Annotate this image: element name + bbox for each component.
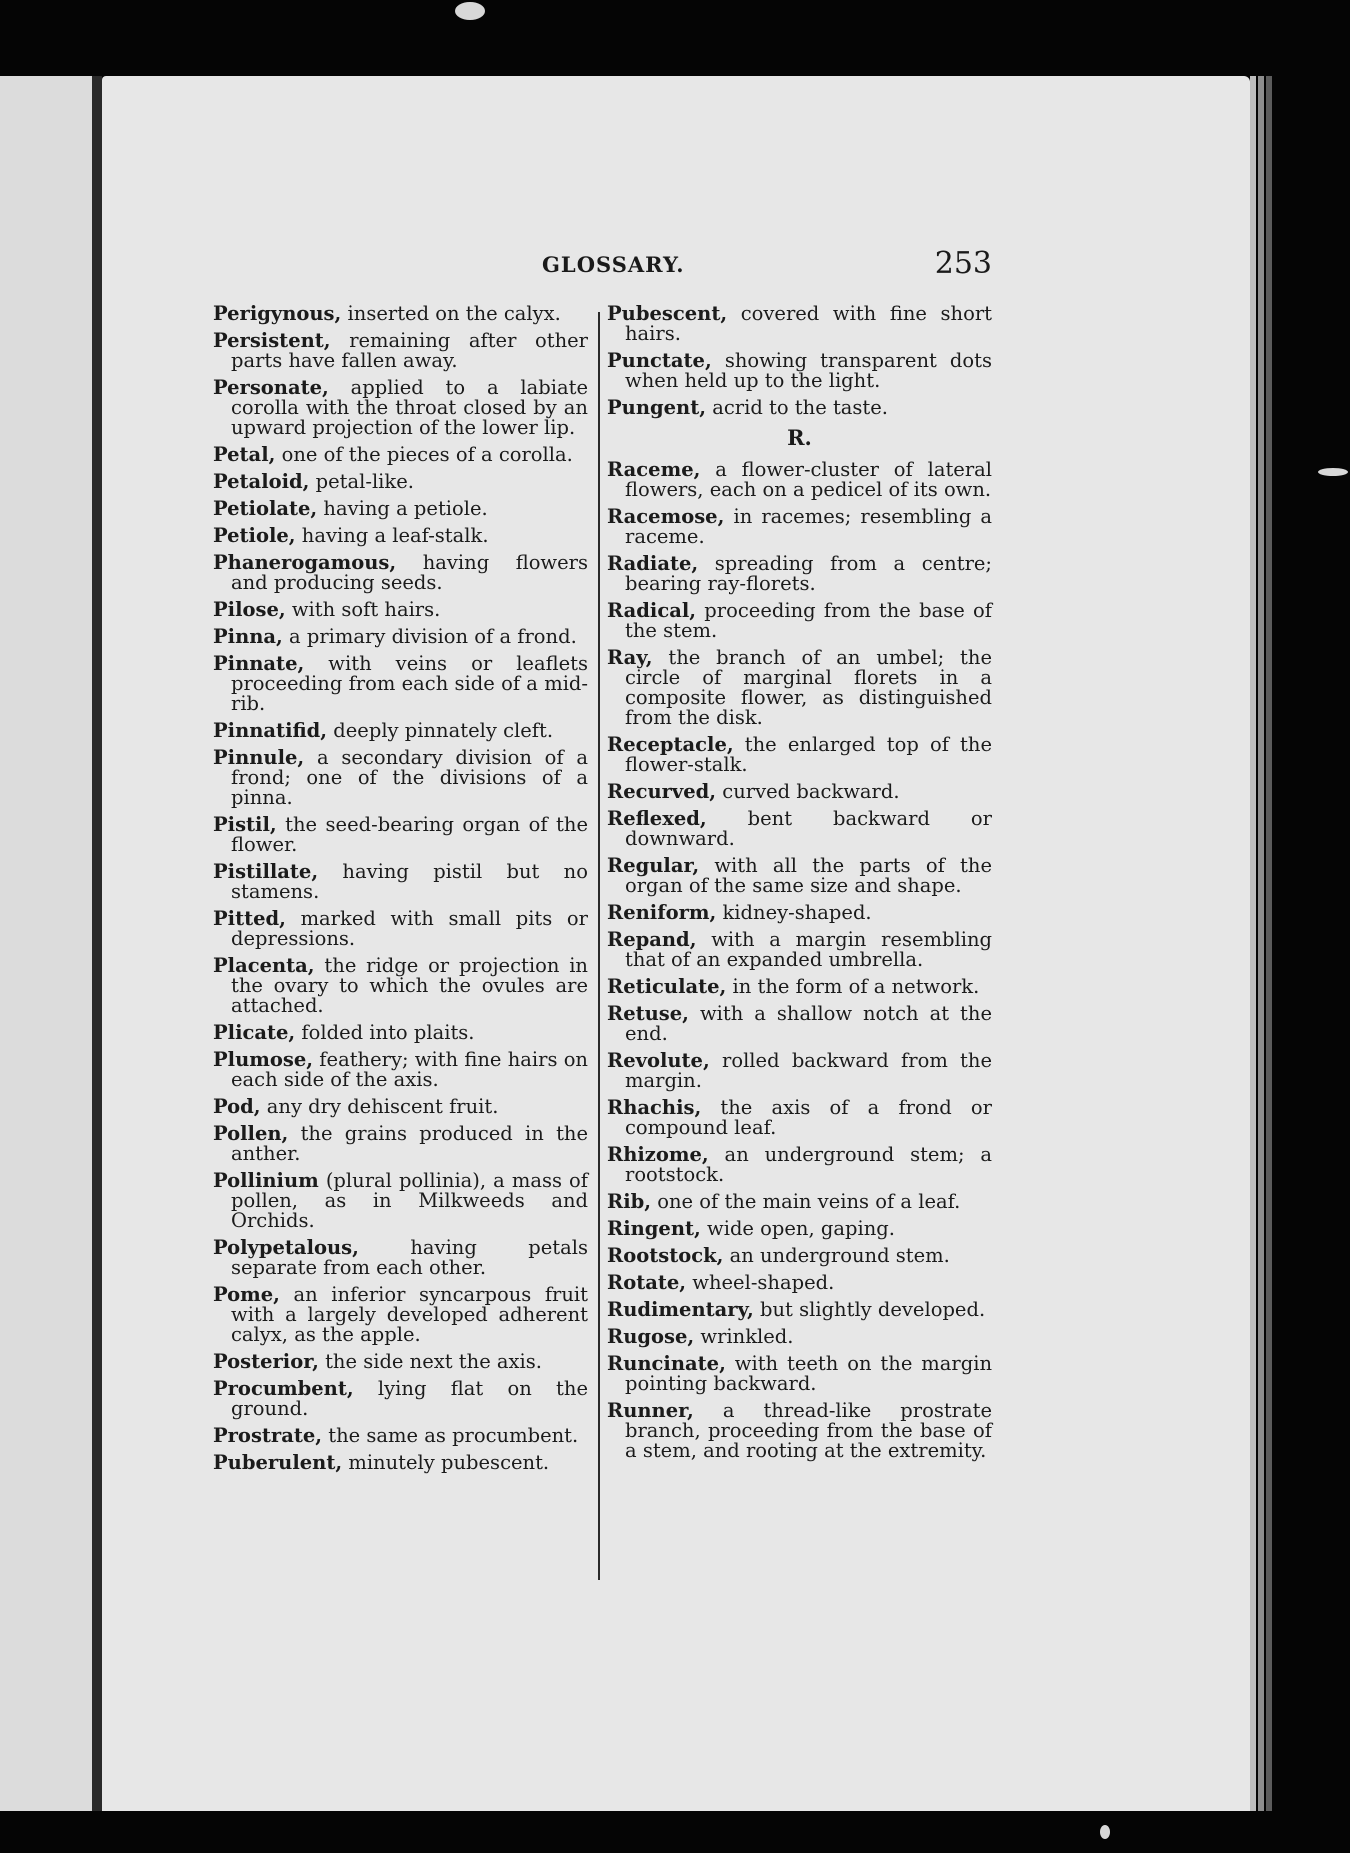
glossary-entry <box>607 1004 992 1044</box>
glossary-term: Plumose, <box>213 1048 314 1071</box>
glossary-entry <box>607 903 992 923</box>
glossary-entry <box>607 1246 992 1266</box>
glossary-entry <box>213 600 588 620</box>
glossary-entry <box>607 460 992 500</box>
glossary-term: Ray, <box>607 646 653 669</box>
glossary-entry <box>607 507 992 547</box>
glossary-term: Pistillate, <box>213 860 319 883</box>
glossary-entry <box>213 909 588 949</box>
glossary-entry <box>607 1300 992 1320</box>
glossary-definition: a secondary division of a frond; one of the divisions of a pinna. <box>231 746 588 809</box>
glossary-definition: the axis of a frond or compound leaf. <box>625 1096 992 1139</box>
column-divider <box>598 312 600 1580</box>
glossary-entry <box>607 1098 992 1138</box>
glossary-term: Rugose, <box>607 1325 695 1348</box>
glossary-entry <box>607 398 992 418</box>
glossary-definition: wide open, gaping. <box>700 1217 895 1240</box>
glossary-term: Revolute, <box>607 1049 710 1072</box>
glossary-entry <box>213 654 588 714</box>
glossary-definition: an underground stem. <box>723 1244 950 1267</box>
glossary-entry <box>607 930 992 970</box>
glossary-definition: a flower-cluster of lateral flowers, each on a pedicel of its own. <box>625 458 992 501</box>
glossary-entries-r <box>607 460 992 1461</box>
glossary-term: Racemose, <box>607 505 725 528</box>
glossary-definition: the grains produced in the anther. <box>231 1122 588 1165</box>
glossary-definition: lying flat on the ground. <box>231 1377 588 1420</box>
glossary-term: Pollen, <box>213 1122 289 1145</box>
glossary-definition: having pistil but no stamens. <box>231 860 588 903</box>
glossary-term: Regular, <box>607 854 700 877</box>
glossary-column-left <box>213 304 588 1480</box>
glossary-entry <box>213 1352 588 1372</box>
glossary-definition: the seed-bearing organ of the flower. <box>231 813 588 856</box>
section-letter: R. <box>787 425 812 450</box>
page-stack-edge <box>1258 76 1264 1811</box>
glossary-term: Recurved, <box>607 780 717 803</box>
glossary-entry <box>213 526 588 546</box>
glossary-term: Pinnate, <box>213 652 305 675</box>
glossary-term: Reflexed, <box>607 807 707 830</box>
glossary-definition: remaining after other parts have fallen away. <box>231 329 588 372</box>
glossary-term: Pungent, <box>607 396 707 419</box>
glossary-definition: having petals separate from each other. <box>231 1236 588 1279</box>
glossary-definition: an inferior syncarpous fruit with a largely developed adherent calyx, as the apple. <box>231 1283 588 1346</box>
glossary-definition: spreading from a centre; bearing ray-florets. <box>625 552 992 595</box>
glossary-entry <box>213 1050 588 1090</box>
glossary-entry <box>213 331 588 371</box>
page-number: 253 <box>934 246 992 281</box>
glossary-definition: the side next the axis. <box>318 1350 543 1373</box>
glossary-definition: folded into plaits. <box>295 1021 475 1044</box>
facing-page-edge <box>0 76 95 1811</box>
glossary-definition: with teeth on the margin pointing backward. <box>625 1352 992 1395</box>
glossary-entry <box>607 1273 992 1293</box>
glossary-entry <box>213 815 588 855</box>
glossary-definition: wrinkled. <box>694 1325 794 1348</box>
glossary-definition: acrid to the taste. <box>706 396 888 419</box>
glossary-definition: with a margin resembling that of an expanded umbrella. <box>625 928 992 971</box>
glossary-term: Pome, <box>213 1283 280 1306</box>
glossary-definition: with all the parts of the organ of the same size and shape. <box>625 854 992 897</box>
glossary-entry <box>213 1285 588 1345</box>
glossary-definition: with soft hairs. <box>285 598 441 621</box>
glossary-term: Polypetalous, <box>213 1236 359 1259</box>
glossary-term: Posterior, <box>213 1350 319 1373</box>
glossary-term: Reticulate, <box>607 975 727 998</box>
glossary-entry <box>213 748 588 808</box>
glossary-entry <box>607 304 992 344</box>
scan-artifact <box>1318 468 1348 476</box>
glossary-entry <box>213 499 588 519</box>
glossary-term: Runcinate, <box>607 1352 726 1375</box>
glossary-term: Reniform, <box>607 901 717 924</box>
glossary-term: Prostrate, <box>213 1424 323 1447</box>
glossary-entries-p <box>607 304 992 418</box>
glossary-entry <box>607 735 992 775</box>
glossary-definition: feathery; with fine hairs on each side of the axis. <box>231 1048 588 1091</box>
glossary-entry <box>213 721 588 741</box>
glossary-definition: in racemes; resembling a raceme. <box>625 505 992 548</box>
glossary-definition: petal-like. <box>309 470 414 493</box>
glossary-definition: having a leaf-stalk. <box>295 524 489 547</box>
glossary-entry <box>213 378 588 438</box>
glossary-definition: in the form of a network. <box>726 975 980 998</box>
glossary-entry <box>607 601 992 641</box>
glossary-definition: kidney-shaped. <box>716 901 872 924</box>
glossary-entry <box>607 809 992 849</box>
glossary-definition: one of the main veins of a leaf. <box>651 1190 961 1213</box>
glossary-entry <box>213 956 588 1016</box>
glossary-term: Perigynous, <box>213 302 342 325</box>
glossary-definition: but slightly developed. <box>753 1298 986 1321</box>
glossary-term: Pinnule, <box>213 746 305 769</box>
glossary-definition: a primary division of a frond. <box>282 625 577 648</box>
glossary-definition: an underground stem; a rootstock. <box>625 1143 992 1186</box>
page-stack-edge <box>1266 76 1272 1811</box>
glossary-entry <box>213 1097 588 1117</box>
glossary-entry <box>213 445 588 465</box>
page-stack-edge <box>1250 76 1256 1811</box>
glossary-term: Repand, <box>607 928 697 951</box>
glossary-definition: the same as procumbent. <box>322 1424 579 1447</box>
glossary-term: Personate, <box>213 376 329 399</box>
glossary-term: Procumbent, <box>213 1377 354 1400</box>
glossary-term: Pod, <box>213 1095 261 1118</box>
glossary-entry <box>213 1238 588 1278</box>
glossary-entry <box>607 1354 992 1394</box>
glossary-definition: applied to a labiate corolla with the throat closed by an upward projection of the lower lip. <box>231 376 588 439</box>
glossary-term: Rotate, <box>607 1271 687 1294</box>
page-header <box>102 246 992 288</box>
glossary-entry <box>607 782 992 802</box>
glossary-term: Pilose, <box>213 598 286 621</box>
glossary-term: Pollinium <box>213 1169 319 1192</box>
glossary-term: Puberulent, <box>213 1451 343 1474</box>
glossary-term: Petiole, <box>213 524 296 547</box>
glossary-definition: rolled backward from the margin. <box>625 1049 992 1092</box>
glossary-entry <box>607 977 992 997</box>
glossary-term: Retuse, <box>607 1002 689 1025</box>
glossary-term: Raceme, <box>607 458 701 481</box>
glossary-definition: having flowers and producing seeds. <box>231 551 588 594</box>
glossary-entry <box>213 1124 588 1164</box>
glossary-definition: any dry dehiscent fruit. <box>260 1095 499 1118</box>
glossary-entry <box>213 472 588 492</box>
glossary-entry <box>213 553 588 593</box>
glossary-term: Plicate, <box>213 1021 296 1044</box>
glossary-definition: covered with fine short hairs. <box>625 302 992 345</box>
glossary-term: Pistil, <box>213 813 277 836</box>
glossary-column-right <box>607 304 992 1468</box>
glossary-term: Pubescent, <box>607 302 728 325</box>
glossary-entry <box>607 1051 992 1091</box>
glossary-term: Rudimentary, <box>607 1298 754 1321</box>
glossary-term: Punctate, <box>607 349 712 372</box>
glossary-term: Pinnatifid, <box>213 719 328 742</box>
glossary-entry <box>607 856 992 896</box>
glossary-term: Petaloid, <box>213 470 310 493</box>
glossary-term: Placenta, <box>213 954 315 977</box>
glossary-term: Rootstock, <box>607 1244 724 1267</box>
glossary-entry <box>607 351 992 391</box>
glossary-definition: the enlarged top of the flower-stalk. <box>625 733 992 776</box>
glossary-definition: (plural pollinia), a mass of pollen, as in Milkweeds and Orchids. <box>231 1169 588 1232</box>
glossary-definition: marked with small pits or depressions. <box>231 907 588 950</box>
running-title: GLOSSARY. <box>542 252 685 277</box>
glossary-term: Receptacle, <box>607 733 734 756</box>
glossary-entry <box>607 1327 992 1347</box>
glossary-term: Pinna, <box>213 625 283 648</box>
glossary-definition: one of the pieces of a corolla. <box>275 443 573 466</box>
glossary-entry <box>213 1453 588 1473</box>
glossary-entry <box>607 1145 992 1185</box>
glossary-entry <box>213 862 588 902</box>
glossary-term: Runner, <box>607 1399 694 1422</box>
glossary-entry <box>213 1426 588 1446</box>
glossary-definition: showing transparent dots when held up to the light. <box>625 349 992 392</box>
glossary-term: Rhachis, <box>607 1096 702 1119</box>
glossary-definition: a thread-like prostrate branch, proceeding from the base of a stem, and rooting at the extremity. <box>625 1399 992 1462</box>
glossary-term: Persistent, <box>213 329 331 352</box>
glossary-entry <box>607 1192 992 1212</box>
glossary-entry <box>607 554 992 594</box>
glossary-term: Pitted, <box>213 907 286 930</box>
glossary-term: Radiate, <box>607 552 699 575</box>
glossary-definition: with a shallow notch at the end. <box>625 1002 992 1045</box>
glossary-definition: curved backward. <box>716 780 900 803</box>
scan-artifact <box>1100 1825 1110 1839</box>
glossary-term: Radical, <box>607 599 697 622</box>
glossary-definition: proceeding from the base of the stem. <box>625 599 992 642</box>
glossary-term: Ringent, <box>607 1217 701 1240</box>
glossary-definition: deeply pinnately cleft. <box>327 719 554 742</box>
glossary-definition: having a petiole. <box>317 497 488 520</box>
glossary-entry <box>607 1401 992 1461</box>
glossary-definition: the branch of an umbel; the circle of marginal florets in a composite flower, as distinguished from the disk. <box>625 646 992 729</box>
glossary-term: Petiolate, <box>213 497 318 520</box>
glossary-definition: the ridge or projection in the ovary to which the ovules are attached. <box>231 954 588 1017</box>
glossary-definition: inserted on the calyx. <box>341 302 561 325</box>
glossary-term: Petal, <box>213 443 276 466</box>
glossary-term: Phanerogamous, <box>213 551 397 574</box>
glossary-entry <box>213 1023 588 1043</box>
scan-artifact <box>455 2 485 20</box>
glossary-entry <box>213 304 588 324</box>
book-gutter <box>92 76 102 1811</box>
glossary-definition: minutely pubescent. <box>342 1451 550 1474</box>
glossary-term: Rhizome, <box>607 1143 709 1166</box>
glossary-definition: wheel-shaped. <box>686 1271 835 1294</box>
glossary-entry <box>607 648 992 728</box>
glossary-definition: bent backward or downward. <box>625 807 992 850</box>
glossary-entry <box>213 1379 588 1419</box>
glossary-entry <box>607 1219 992 1239</box>
glossary-definition: with veins or leaflets proceeding from each side of a mid-rib. <box>231 652 588 715</box>
glossary-term: Rib, <box>607 1190 652 1213</box>
glossary-entry <box>213 1171 588 1231</box>
glossary-entry <box>213 627 588 647</box>
